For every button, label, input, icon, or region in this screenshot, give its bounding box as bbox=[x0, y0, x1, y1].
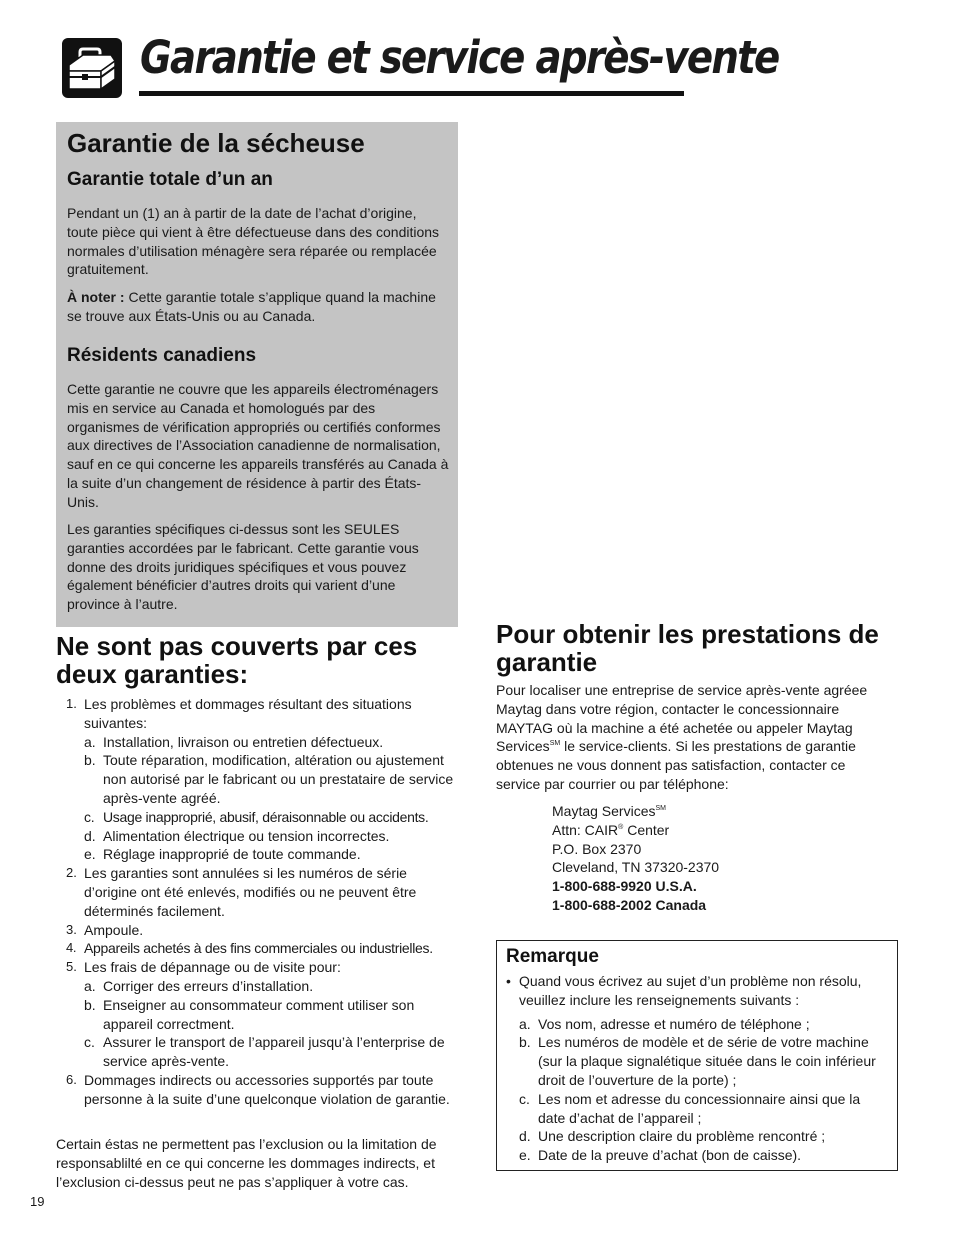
canadian-residents-text: Cette garantie ne couvre que les appareils électroménagers mis en service au Canada et homologués par des organismes de vérification appropriés ou certifiés conformes aux directives de l’Association canadienne de normalisation, sauf en ce qui concerne les appareils transférés au Canada à la suite d’un changement de résidence à partir des États-Unis. bbox=[67, 381, 449, 510]
list-subitem: d. Alimentation électrique ou tension incorrectes. bbox=[84, 827, 390, 844]
list-subitem: a. Corriger des erreurs d’installation. bbox=[84, 977, 314, 994]
phone-usa: 1-800-688-9920 U.S.A. bbox=[552, 878, 697, 895]
address-city: Cleveland, TN 37320-2370 bbox=[552, 859, 720, 876]
address-attn: Attn: CAIR® Center bbox=[552, 821, 670, 838]
service-text: Pour localiser une entreprise de service après-vente agréee Maytag dans votre région, contacter le concessionnaire MAYTAG où la machine a été achetée ou appeler Maytag Services℠ le service-clients. Si les prestations de garantie obtenues ne vous donnent pas satisfaction, contacter ce service par courrier ou par téléphone: bbox=[496, 682, 868, 792]
note-list bbox=[506, 972, 891, 1165]
note-subitem: e. Date de la preuve d’achat (bon de caisse). bbox=[519, 1147, 802, 1164]
full-warranty-heading: Garantie totale d’un an bbox=[67, 169, 273, 190]
list-subitem: c. Usage inapproprié, abusif, déraisonnable ou accidents. bbox=[84, 808, 429, 825]
note-heading: Remarque bbox=[506, 946, 599, 967]
title-rule bbox=[139, 91, 684, 96]
phone-canada: 1-800-688-2002 Canada bbox=[552, 896, 707, 913]
bullet-icon: • bbox=[506, 973, 511, 989]
not-covered-heading: Ne sont pas couverts par ces deux garanties: bbox=[56, 631, 418, 689]
note-subitem: a. Vos nom, adresse et numéro de téléphone ; bbox=[519, 1015, 810, 1032]
list-subitem: c. Assurer le transport de l’appareil jusqu’à l’enterprise de service après-vente. bbox=[84, 1034, 445, 1070]
list-item: 6. Dommages indirects ou accessories supportés par toute personne à la suite d’une quelconque violation de garantie. bbox=[66, 1071, 450, 1107]
note-label: À noter : bbox=[67, 289, 125, 305]
exclusive-warranty-text: Les garanties spécifiques ci-dessus sont les SEULES garanties accordées par le fabricant. Cette garantie vous donne des droits juridiques spécifiques et vous pouvez également bénéficier d’autres droits qui varient d’une province à l’autre. bbox=[67, 521, 419, 613]
list-item: 3. Ampoule. bbox=[66, 921, 144, 938]
note-subitem: c. Les nom et adresse du concessionnaire ainsi que la date d’achat de l’appareil ; bbox=[519, 1090, 861, 1126]
toolbox-icon bbox=[61, 37, 123, 99]
list-subitem: a. Installation, livraison ou entretien défectueux. bbox=[84, 733, 384, 750]
list-subitem: b. Enseigner au consommateur comment utiliser son appareil correctment. bbox=[84, 996, 415, 1032]
page-title: Garantie et service après-vente bbox=[140, 31, 779, 84]
list-item: 2. Les garanties sont annulées si les numéros de série d’origine ont été enlevés, modifiés ou ne peuvent être déterminés facilement. bbox=[66, 865, 417, 919]
canadian-residents-heading: Résidents canadiens bbox=[67, 345, 257, 366]
page-number: 19 bbox=[30, 1194, 45, 1209]
service-address bbox=[552, 802, 719, 915]
full-warranty-note bbox=[67, 288, 451, 326]
note-text: Cette garantie totale s’applique quand la machine se trouve aux États-Unis ou au Canada. bbox=[67, 289, 436, 324]
list-subitem: b. Toute réparation, modification, altération ou ajustement non autorisé par le fabricant ou un prestataire de service après-vente agréé. bbox=[84, 752, 454, 806]
list-item: 5. Les frais de dépannage ou de visite pour: bbox=[66, 959, 341, 976]
note-subitem: b. Les numéros de modèle et de série de votre machine (sur la plaque signalétique située dans le coin inférieur droit de l’ouverture de la porte) ; bbox=[519, 1034, 876, 1088]
service-heading: Pour obtenir les prestations de garantie bbox=[496, 619, 879, 677]
note-subitem: d. Une description claire du problème rencontré ; bbox=[519, 1128, 826, 1145]
address-company: Maytag Services℠ bbox=[552, 803, 666, 819]
list-item: 1. Les problèmes et dommages résultant des situations suivantes: bbox=[66, 696, 412, 731]
note-bullet-item: • Quand vous écrivez au sujet d’un problème non résolu, veuillez inclure les renseignements suivants : bbox=[506, 973, 862, 1008]
not-covered-closing: Certain éstas ne permettent pas l’exclusion ou la limitation de responsablilté en ce qui concerne les dommages indirects, et l’exclusion ci-dessus peut ne pas s’appliquer à votre cas. bbox=[56, 1136, 437, 1190]
address-po-box: P.O. Box 2370 bbox=[552, 840, 642, 857]
list-subitem: e. Réglage inapproprié de toute commande. bbox=[84, 846, 361, 863]
full-warranty-text: Pendant un (1) an à partir de la date de l’achat d’origine, toute pièce qui vient à être défectueuse dans des conditions normales d’utilisation ménagère sera réparée ou remplacée gratuitement. bbox=[67, 205, 440, 278]
list-item: 4. Appareils achetés à des fins commerciales ou industrielles. bbox=[66, 940, 433, 957]
dryer-warranty-heading: Garantie de la sécheuse bbox=[67, 128, 365, 158]
not-covered-list bbox=[66, 695, 461, 1109]
